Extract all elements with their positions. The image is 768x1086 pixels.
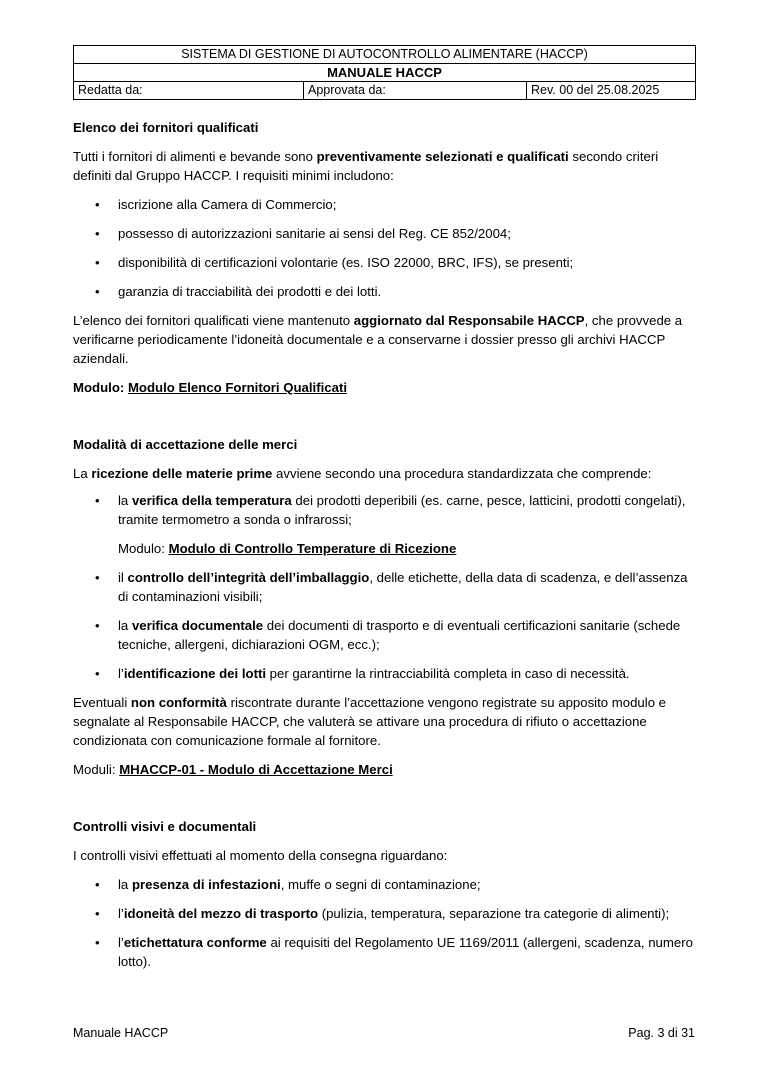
module-label: Moduli: bbox=[73, 762, 120, 777]
module-label: Modulo: bbox=[118, 541, 169, 556]
bullet-icon: • bbox=[95, 877, 100, 892]
revision-cell: Rev. 00 del 25.08.2025 bbox=[527, 82, 696, 100]
text: l’ bbox=[118, 935, 124, 950]
bold-text: idoneità del mezzo di trasporto bbox=[123, 906, 319, 921]
list-item bbox=[73, 875, 695, 894]
list-item bbox=[73, 933, 695, 971]
text: il bbox=[118, 570, 128, 585]
bullet-icon: • bbox=[95, 255, 100, 270]
list-item bbox=[73, 195, 695, 214]
bold-text: verifica della temperatura bbox=[131, 493, 292, 508]
bold-text: verifica documentale bbox=[131, 618, 264, 633]
text: l’ bbox=[118, 666, 124, 681]
bullet-icon: • bbox=[95, 935, 100, 950]
bullet-icon: • bbox=[95, 226, 100, 241]
list-item-text: garanzia di tracciabilità dei prodotti e dei lotti. bbox=[118, 284, 382, 299]
list-item bbox=[73, 491, 695, 558]
bold-text: non conformità bbox=[130, 695, 227, 710]
bold-text: controllo dell’integrità dell’imballaggio bbox=[127, 570, 370, 585]
section-title-visual-controls: Controlli visivi e documentali bbox=[73, 819, 257, 834]
page-footer bbox=[73, 1026, 695, 1040]
footer-title: Manuale HACCP bbox=[73, 1026, 169, 1040]
page-number: Pag. 3 di 31 bbox=[628, 1026, 695, 1040]
acceptance-intro bbox=[73, 464, 695, 483]
manual-title: MANUALE HACCP bbox=[74, 64, 696, 82]
visual-controls-list bbox=[73, 875, 695, 971]
document-header bbox=[73, 45, 695, 100]
suppliers-intro bbox=[73, 147, 695, 185]
bold-text: preventivamente selezionati e qualificati bbox=[316, 149, 569, 164]
approved-by-cell: Approvata da: bbox=[304, 82, 527, 100]
document-body bbox=[73, 118, 695, 971]
bullet-icon: • bbox=[95, 284, 100, 299]
list-item bbox=[73, 664, 695, 683]
list-item-text: possesso di autorizzazioni sanitarie ai sensi del Reg. CE 852/2004; bbox=[118, 226, 511, 241]
text: Eventuali bbox=[73, 695, 131, 710]
bold-text: aggiornato dal Responsabile HACCP bbox=[353, 313, 585, 328]
module-link[interactable]: Modulo Elenco Fornitori Qualificati bbox=[127, 380, 347, 395]
text: La bbox=[73, 466, 92, 481]
text: la bbox=[118, 877, 132, 892]
acceptance-list bbox=[73, 491, 695, 683]
list-item bbox=[73, 224, 695, 243]
list-item bbox=[73, 616, 695, 654]
suppliers-requirements-list bbox=[73, 195, 695, 301]
bold-text: identificazione dei lotti bbox=[123, 666, 267, 681]
temperature-module-line bbox=[118, 539, 695, 558]
text: dei documenti di trasporto e di eventuali certificazioni sanitarie (schede tecniche, allergeni, dichiarazioni OGM, ecc.); bbox=[118, 618, 681, 652]
text: , delle etichette, della data di scadenza, e dell’assenza di contaminazioni visibili; bbox=[118, 570, 688, 604]
list-item bbox=[73, 253, 695, 272]
text: avviene secondo una procedura standardizzata che comprende: bbox=[272, 466, 652, 481]
header-table bbox=[73, 45, 696, 100]
text: riscontrate durante l’accettazione vengono registrate su apposito modulo e segnalate al Responsabile HACCP, che valuterà se attivare una procedura di rifiuto o accettazione condizionata con comunicazione formale al fornitore. bbox=[73, 695, 667, 748]
text: (pulizia, temperatura, separazione tra categorie di alimenti); bbox=[318, 906, 670, 921]
text: L’elenco dei fornitori qualificati viene mantenuto bbox=[73, 313, 354, 328]
list-item bbox=[73, 282, 695, 301]
text: la bbox=[118, 493, 132, 508]
text: , muffe o segni di contaminazione; bbox=[280, 877, 481, 892]
drafted-by-cell: Redatta da: bbox=[74, 82, 304, 100]
text: Tutti i fornitori di alimenti e bevande sono bbox=[73, 149, 317, 164]
bullet-icon: • bbox=[95, 618, 100, 633]
module-link[interactable]: Modulo di Controllo Temperature di Ricezione bbox=[168, 541, 457, 556]
text: la bbox=[118, 618, 132, 633]
suppliers-module-line bbox=[73, 378, 695, 397]
bullet-icon: • bbox=[95, 493, 100, 508]
module-link[interactable]: MHACCP-01 - Modulo di Accettazione Merci bbox=[119, 762, 393, 777]
list-item bbox=[73, 568, 695, 606]
bullet-icon: • bbox=[95, 906, 100, 921]
module-label: Modulo: bbox=[73, 380, 128, 395]
bold-text: etichettatura conforme bbox=[123, 935, 267, 950]
text: ai requisiti del Regolamento UE 1169/2011 (allergeni, scadenza, numero lotto). bbox=[118, 935, 693, 969]
visual-controls-intro: I controlli visivi effettuati al momento della consegna riguardano: bbox=[73, 848, 448, 863]
bold-text: ricezione delle materie prime bbox=[91, 466, 273, 481]
text: per garantirne la rintracciabilità completa in caso di necessità. bbox=[266, 666, 630, 681]
bullet-icon: • bbox=[95, 197, 100, 212]
acceptance-paragraph bbox=[73, 693, 695, 750]
bold-text: presenza di infestazioni bbox=[131, 877, 281, 892]
text: , che provvede a verificarne periodicamente l’idoneità documentale e a conservarne i dossier presso gli archivi HACCP aziendali. bbox=[73, 313, 683, 366]
bullet-icon: • bbox=[95, 570, 100, 585]
list-item bbox=[73, 904, 695, 923]
text: l’ bbox=[118, 906, 124, 921]
bullet-icon: • bbox=[95, 666, 100, 681]
list-item-text: iscrizione alla Camera di Commercio; bbox=[118, 197, 337, 212]
text: secondo criteri definiti dal Gruppo HACCP. I requisiti minimi includono: bbox=[73, 149, 659, 183]
acceptance-module-line bbox=[73, 760, 695, 779]
suppliers-paragraph bbox=[73, 311, 695, 368]
section-title-suppliers: Elenco dei fornitori qualificati bbox=[73, 120, 259, 135]
system-title: SISTEMA DI GESTIONE DI AUTOCONTROLLO ALIMENTARE (HACCP) bbox=[74, 46, 696, 64]
section-title-acceptance: Modalità di accettazione delle merci bbox=[73, 437, 298, 452]
text: dei prodotti deperibili (es. carne, pesce, latticini, prodotti congelati), tramite termometro a sonda o infrarossi; bbox=[118, 493, 686, 527]
list-item-text: disponibilità di certificazioni volontarie (es. ISO 22000, BRC, IFS), se presenti; bbox=[118, 255, 574, 270]
